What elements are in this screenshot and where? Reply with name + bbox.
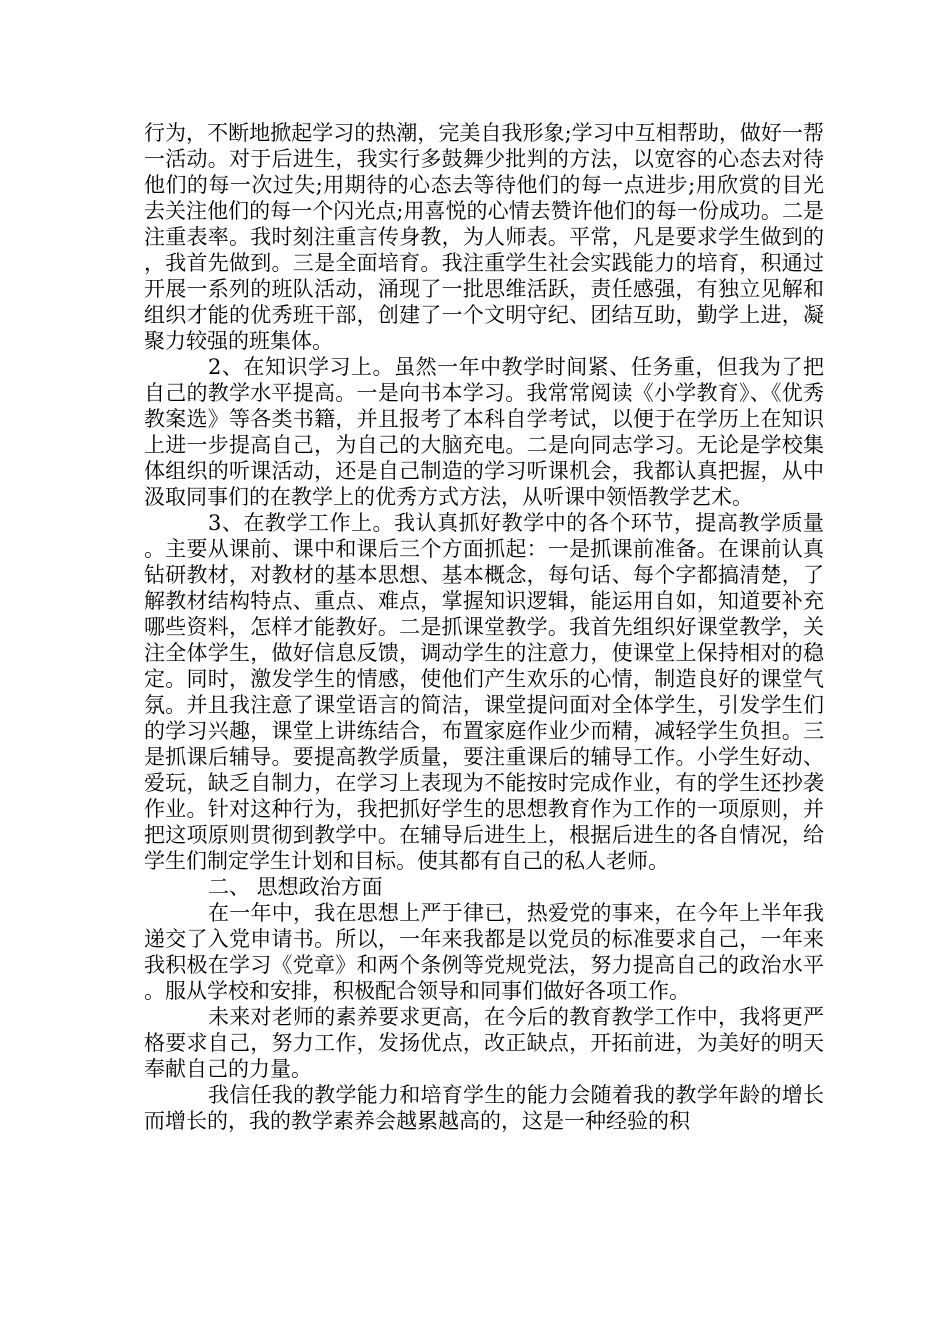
paragraph-teaching-work: 3、在教学工作上。我认真抓好教学中的各个环节，提高教学质量。主要从课前、课中和课后三个方面抓起：一是抓课前准备。在课前认真钻研教材，对教材的基本思想、基本概念，每句话、每个字都搞清楚，了解教材结构特点、重点、难点，掌握知识逻辑，能运用自如，知道要补充哪些资料，怎样才能教好。二是抓课堂教学。我首先组织好课堂教学，关注全体学生，做好信息反馈，调动学生的注意力，使课堂上保持相对的稳定。同时，激发学生的情感，使他们产生欢乐的心情，制造良好的课堂气氛。并且我注意了课堂语言的简洁，课堂提问面对全体学生，引发学生们的学习兴趣，课堂上讲练结合，布置家庭作业少而精，减轻学生负担。三是抓课后辅导。要提高教学质量，要注重课后的辅导工作。小学生好动、爱玩，缺乏自制力，在学习上表现为不能按时完成作业，有的学生还抄袭作业。针对这种行为，我把抓好学生的思想教育作为工作的一项原则，并把这项原则贯彻到教学中。在辅导后进生上，根据后进生的各自情况，给学生们制定学生计划和目标。使其都有自己的私人老师。 [144,511,824,873]
section-heading-political: 二、 思想政治方面 [208,875,383,899]
paragraph-political-thought: 在一年中，我在思想上严于律已，热爱党的事来，在今年上半年我递交了入党申请书。所以，一年来我都是以党员的标准要求自己，一年来我积极在学习《党章》和两个条例等党规党法，努力提高自己的政治水平。服从学校和安排，积极配合领导和同事们做好各项工作。 [144,901,824,1003]
paragraph-confidence: 我信任我的教学能力和培育学生的能力会随着我的教学年龄的增长而增长的，我的教学素养会越累越高的，这是一种经验的积 [144,1083,824,1133]
document-body [144,120,824,1134]
paragraph-knowledge-learning: 2、在知识学习上。虽然一年中教学时间紧、任务重，但我为了把自己的教学水平提高。一是向书本学习。我常常阅读《小学教育》、《优秀教案选》等各类书籍，并且报考了本科自学考试，以便于在学历上在知识上进一步提高自己，为自己的大脑充电。二是向同志学习。无论是学校集体组织的听课活动，还是自己制造的学习听课机会，我都认真把握，从中汲取同事们的在教学上的优秀方式方法，从听课中领悟教学艺术。 [144,355,824,509]
paragraph-future-plan: 未来对老师的素养要求更高，在今后的教育教学工作中，我将更严格要求自己，努力工作，发扬优点，改正缺点，开拓前进，为美好的明天奉献自己的力量。 [144,1005,824,1081]
paragraph-class-management: 行为，不断地掀起学习的热潮，完美自我形象;学习中互相帮助，做好一帮一活动。对于后进生，我实行多鼓舞少批判的方法，以宽容的心态去对待他们的每一次过失;用期待的心态去等待他们的每一点进步;用欣赏的目光去关注他们的每一个闪光点;用喜悦的心情去赞许他们的每一份成功。二是注重表率。我时刻注重言传身教，为人师表。平常，凡是要求学生做到的，我首先做到。三是全面培育。我注重学生社会实践能力的培育，积通过开展一系列的班队活动，涌现了一批思维活跃，责任感强，有独立见解和组织才能的优秀班干部，创建了一个文明守纪、团结互助，勤学上进，凝聚力较强的班集体。 [144,121,824,353]
